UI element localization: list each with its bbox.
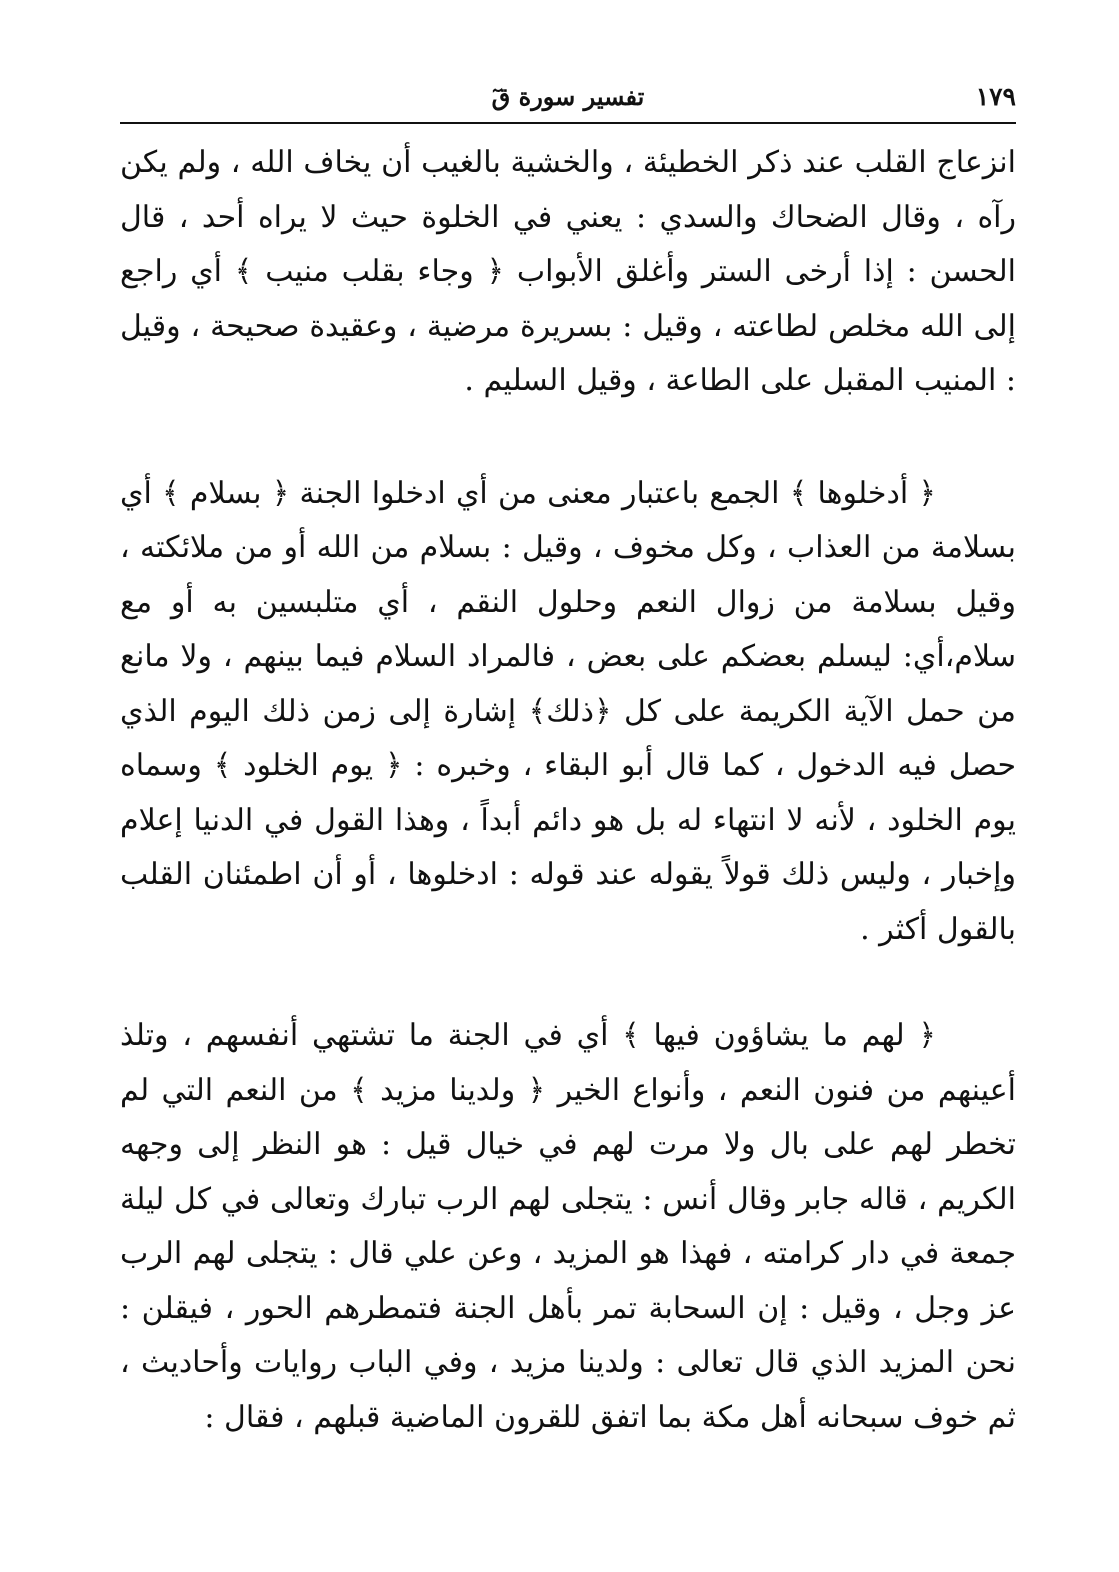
running-title: تفسير سورة قٓ — [491, 82, 645, 111]
page-body — [120, 136, 1016, 1445]
page-number: ١٧٩ — [975, 82, 1016, 111]
paragraph-spacer — [120, 409, 1016, 467]
page-header — [120, 78, 1016, 124]
book-page — [120, 78, 1016, 1445]
paragraph-continuation: انزعاج القلب عند ذكر الخطيئة ، والخشية بالغيب أن يخاف الله ، ولم يكن رآه ، وقال الضحاك والسدي : يعني في الخلوة حيث لا يراه أحد ، قال الحسن : إذا أرخى الستر وأغلق الأبواب ﴿ وجاء بقلب منيب ﴾ أي راجع إلى الله مخلص لطاعته ، وقيل : بسريرة مرضية ، وعقيدة صحيحة ، وقيل : المنيب المقبل على الطاعة ، وقيل السليم . — [120, 145, 1016, 398]
paragraph-spacer — [120, 957, 1016, 1009]
paragraph-udkhuluha: ﴿ أدخلوها ﴾ الجمع باعتبار معنى من أي ادخلوا الجنة ﴿ بسلام ﴾ أي بسلامة من العذاب ، وكل مخوف ، وقيل : بسلام من الله أو من ملائكته ، وقيل بسلامة من زوال النعم وحلول النقم ، أي متلبسين به أو مع سلام،أي: ليسلم بعضكم على بعض ، فالمراد السلام فيما بينهم ، ولا مانع من حمل الآية الكريمة على كل ﴿ذلك﴾ إشارة إلى زمن ذلك اليوم الذي حصل فيه الدخول ، كما قال أبو البقاء ، وخبره : ﴿ يوم الخلود ﴾ وسماه يوم الخلود ، لأنه لا انتهاء له بل هو دائم أبداً ، وهذا القول في الدنيا إعلام وإخبار ، وليس ذلك قولاً يقوله عند قوله : ادخلوها ، أو أن اطمئنان القلب بالقول أكثر . — [120, 475, 1016, 947]
paragraph-lahum-ma-yashaun: ﴿ لهم ما يشاؤون فيها ﴾ أي في الجنة ما تشتهي أنفسهم ، وتلذ أعينهم من فنون النعم ، وأنواع الخير ﴿ ولدينا مزيد ﴾ من النعم التي لم تخطر لهم على بال ولا مرت لهم في خيال قيل : هو النظر إلى وجهه الكريم ، قاله جابر وقال أنس : يتجلى لهم الرب تبارك وتعالى في كل ليلة جمعة في دار كرامته ، فهذا هو المزيد ، وعن علي قال : يتجلى لهم الرب عز وجل ، وقيل : إن السحابة تمر بأهل الجنة فتمطرهم الحور ، فيقلن : نحن المزيد الذي قال تعالى : ولدينا مزيد ، وفي الباب روايات وأحاديث ، ثم خوف سبحانه أهل مكة بما اتفق للقرون الماضية قبلهم ، فقال : — [120, 1018, 1016, 1435]
